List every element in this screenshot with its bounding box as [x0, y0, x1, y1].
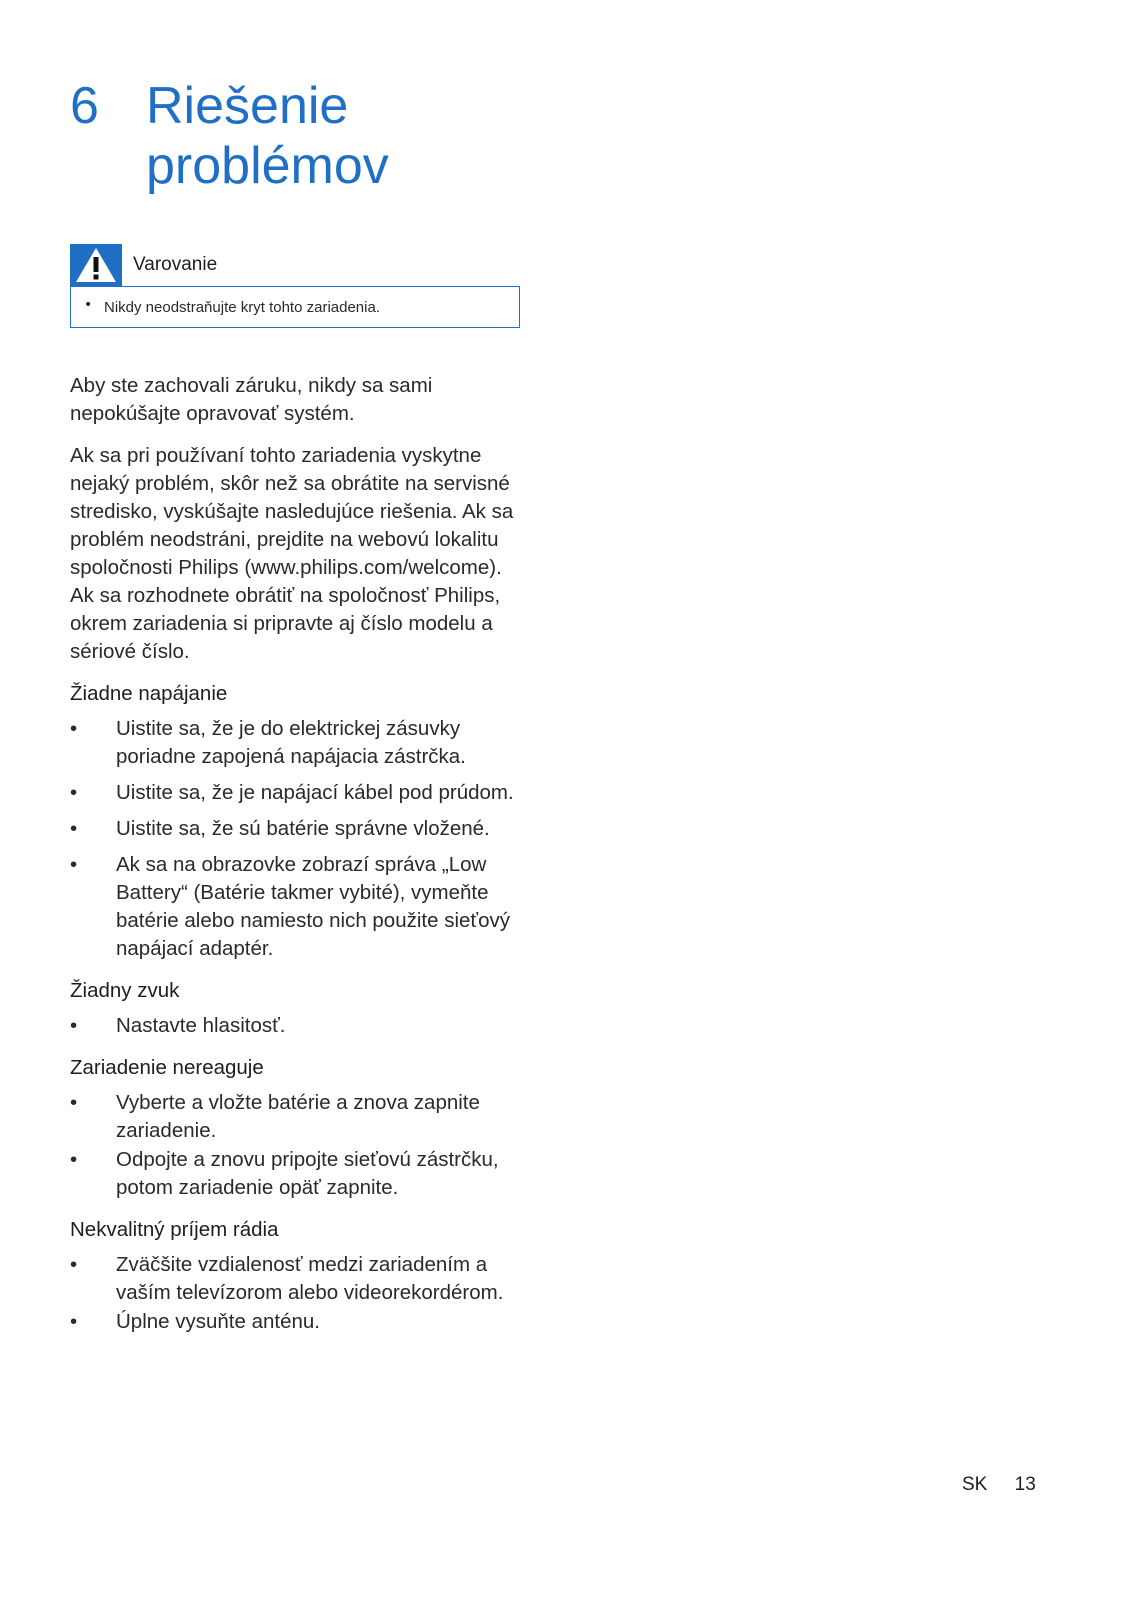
- bullet: •: [70, 1253, 78, 1276]
- list-item: [70, 1146, 530, 1202]
- bullet: •: [70, 1148, 78, 1171]
- bullet: •: [70, 781, 78, 804]
- chapter-number: 6: [70, 77, 99, 135]
- intro-paragraph-1: Aby ste zachovali záruku, nikdy sa sami nepokúšajte opravovať systém.: [70, 374, 433, 425]
- warning-text: Nikdy neodstraňujte kryt tohto zariadenia.: [104, 299, 380, 316]
- list-item-text: Uistite sa, že je do elektrickej zásuvky poriadne zapojená napájacia zástrčka.: [116, 717, 466, 768]
- section-heading-radio: Nekvalitný príjem rádia: [70, 1218, 279, 1241]
- sound-list: [70, 1012, 530, 1040]
- bullet: •: [70, 1091, 78, 1114]
- list-item-text: Zväčšite vzdialenosť medzi zariadením a vaším televízorom alebo videorekordérom.: [116, 1253, 504, 1304]
- warning-header: [70, 244, 520, 286]
- section-heading-sound: Žiadny zvuk: [70, 979, 180, 1002]
- chapter-title-line2: problémov: [146, 137, 389, 195]
- noresponse-list: [70, 1089, 530, 1202]
- bullet: •: [70, 1014, 78, 1037]
- warning-triangle-icon: [70, 244, 122, 286]
- list-item-text: Nastavte hlasitosť.: [116, 1014, 286, 1037]
- section-heading-noresponse: Zariadenie nereaguje: [70, 1056, 264, 1079]
- page-number: 13: [1014, 1474, 1036, 1495]
- bullet: •: [70, 717, 78, 740]
- radio-list: [70, 1251, 530, 1336]
- chapter-title-line1: Riešenie: [146, 77, 349, 135]
- list-item: [70, 779, 530, 807]
- list-item: [70, 1308, 530, 1336]
- list-item-text: Odpojte a znovu pripojte sieťovú zástrčku, potom zariadenie opäť zapnite.: [116, 1148, 499, 1199]
- list-item-text: Úplne vysuňte anténu.: [116, 1310, 320, 1333]
- bullet: •: [70, 817, 78, 840]
- language-code: SK: [962, 1474, 988, 1495]
- list-item-text: Uistite sa, že je napájací kábel pod prúdom.: [116, 781, 514, 804]
- bullet: •: [84, 297, 93, 313]
- warning-box: [70, 244, 520, 328]
- section-heading-power: Žiadne napájanie: [70, 682, 228, 705]
- list-item: [70, 815, 530, 843]
- list-item: [70, 1089, 530, 1145]
- warning-content: [70, 286, 520, 328]
- list-item-text: Ak sa na obrazovke zobrazí správa „Low Battery“ (Batérie takmer vybité), vymeňte batérie alebo namiesto nich použite sieťový napájací adaptér.: [116, 853, 511, 960]
- list-item-text: Vyberte a vložte batérie a znova zapnite zariadenie.: [116, 1091, 480, 1142]
- main-content: [70, 372, 530, 1350]
- page-footer: [962, 1474, 1036, 1496]
- bullet: •: [70, 853, 78, 876]
- list-item: [70, 715, 530, 771]
- list-item: [70, 851, 530, 963]
- bullet: •: [70, 1310, 78, 1333]
- list-item: [70, 1012, 530, 1040]
- warning-label: Varovanie: [133, 254, 218, 275]
- list-item: [70, 1251, 530, 1307]
- power-list: [70, 715, 530, 963]
- intro-paragraph-2: Ak sa pri používaní tohto zariadenia vyskytne nejaký problém, skôr než sa obrátite na servisné stredisko, vyskúšajte nasledujúce riešenia. Ak sa problém neodstráni, prejdite na webovú lokalitu spoločnosti Philips (www.philips.com/welcome). Ak sa rozhodnete obrátiť na spoločnosť Philips, okrem zariadenia si pripravte aj číslo modelu a sériové číslo.: [70, 444, 514, 663]
- list-item-text: Uistite sa, že sú batérie správne vložené.: [116, 817, 490, 840]
